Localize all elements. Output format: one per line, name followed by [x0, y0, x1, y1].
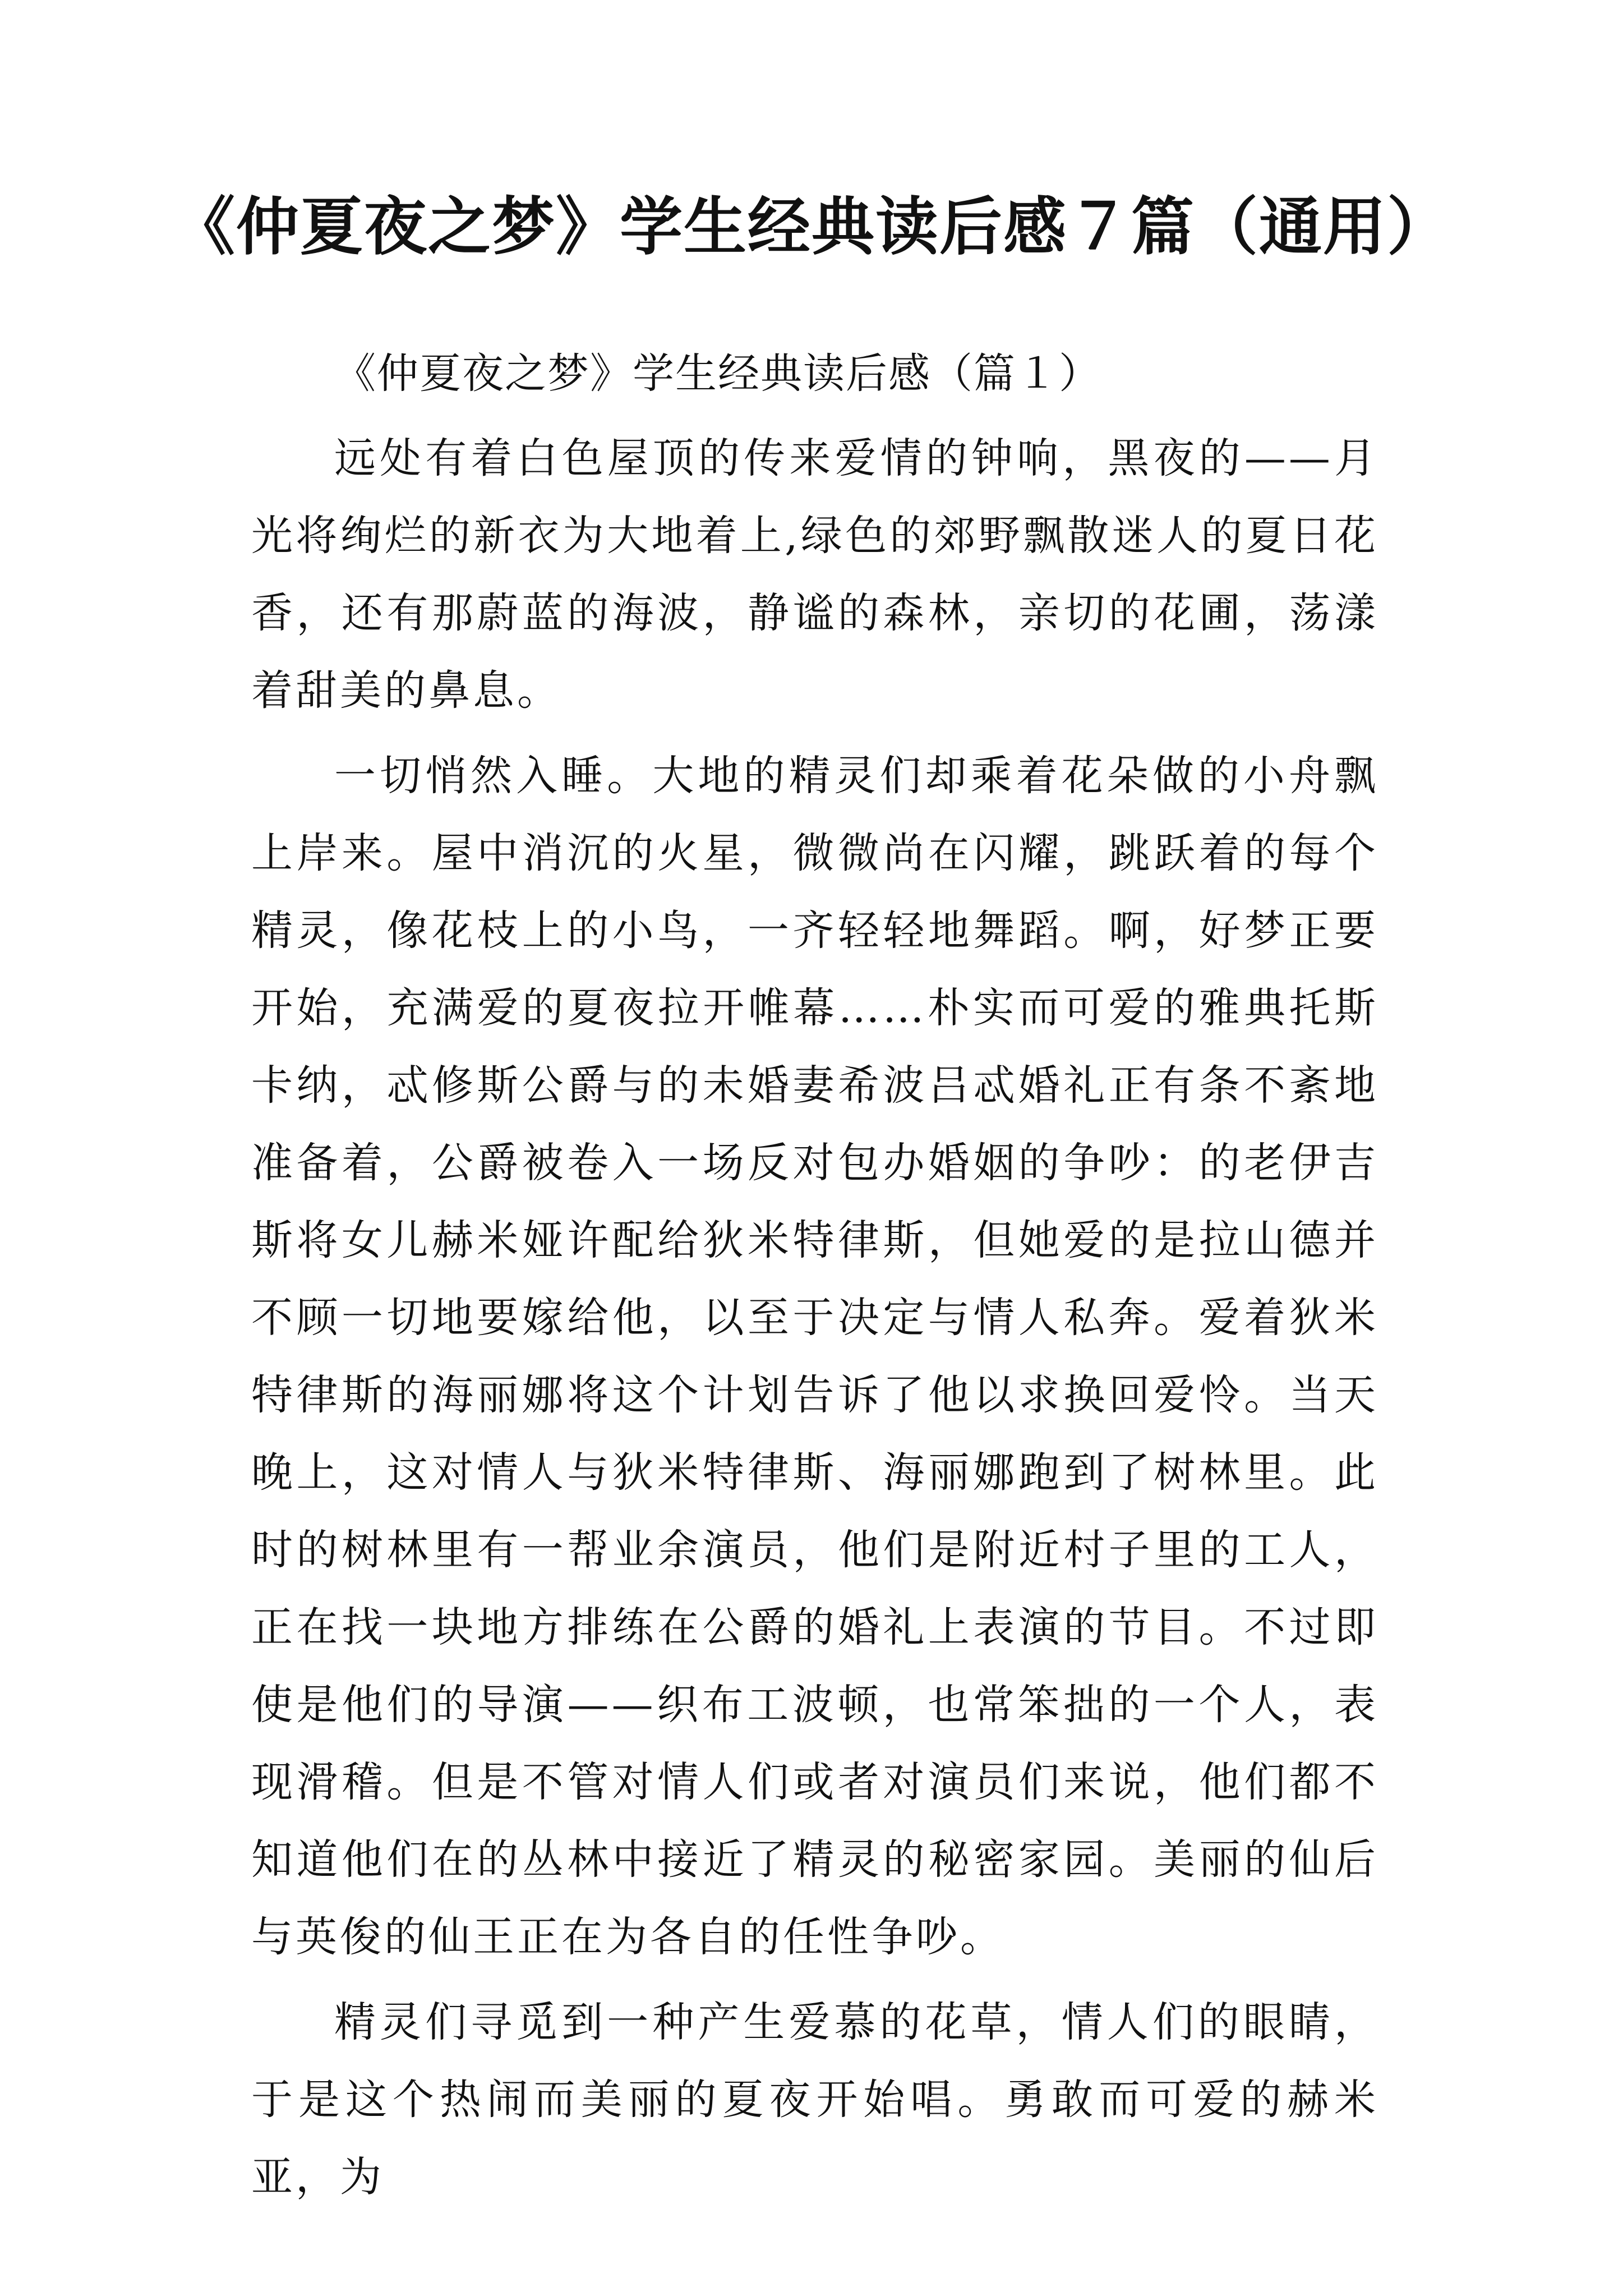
- paragraph: 一切悄然入睡。大地的精灵们却乘着花朵做的小舟飘上岸来。屋中消沉的火星，微微尚在闪耀，跳跃着的每个精灵，像花枝上的小鸟，一齐轻轻地舞蹈。啊，好梦正要开始，充满爱的夏夜拉开帷幕……朴实而可爱的雅典托斯卡纳，忒修斯公爵与的未婚妻希波吕忒婚礼正有条不紊地准备着，公爵被卷入一场反对包办婚姻的争吵：的老伊吉斯将女儿赫米娅许配给狄米特律斯，但她爱的是拉山德并不顾一切地要嫁给他，以至于决定与情人私奔。爱着狄米特律斯的海丽娜将这个计划告诉了他以求换回爱怜。当天晚上，这对情人与狄米特律斯、海丽娜跑到了树林里。此时的树林里有一帮业余演员，他们是附近村子里的工人，正在找一块地方排练在公爵的婚礼上表演的节目。不过即使是他们的导演——织布工波顿，也常笨拙的一个人，表现滑稽。但是不管对情人们或者对演员们来说，他们都不知道他们在的丛林中接近了精灵的秘密家园。美丽的仙后与英俊的仙王正在为各自的任性争吵。: [251, 752, 1378, 1961]
- paragraph: 精灵们寻觅到一种产生爱慕的花草，情人们的眼睛，于是这个热闹而美丽的夏夜开始唱。勇敢而可爱的赫米亚，为: [251, 1998, 1378, 2201]
- document-title: 《仲夏夜之梦》学生经典读后感７篇（通用）: [172, 190, 1451, 264]
- section-heading: 《仲夏夜之梦》学生经典读后感（篇１）: [334, 349, 1101, 398]
- paragraph: 远处有着白色屋顶的传来爱情的钟响，黑夜的——月光将绚烂的新衣为大地着上,绿色的郊野飘散迷人的夏日花香，还有那蔚蓝的海波，静谧的森林，亲切的花圃，荡漾着甜美的鼻息。: [251, 434, 1378, 715]
- document-body: [251, 337, 1378, 2216]
